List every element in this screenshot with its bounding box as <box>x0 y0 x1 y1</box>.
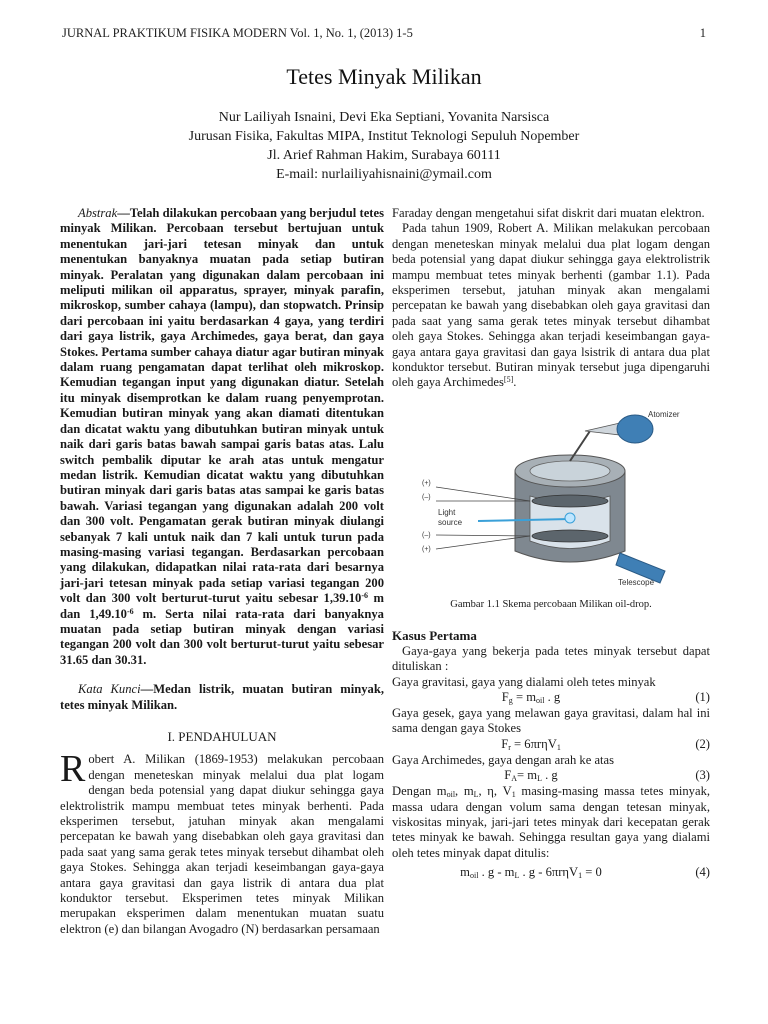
email: E-mail: nurlailiyahisnaini@ymail.com <box>276 167 492 182</box>
case-text-5 <box>392 784 710 861</box>
case-text-3: Gaya gesek, gaya yang melawan gaya gravitasi, dalam hal ini sama dengan gaya Stokes <box>392 705 710 736</box>
figure-milikan-apparatus <box>392 401 710 591</box>
label-light-source-1: Light <box>438 507 456 517</box>
t5-a: Dengan m <box>392 784 447 799</box>
intro-text <box>60 748 384 937</box>
intro-paragraph: obert A. Milikan (1869-1953) melakukan percobaan dengan meneteskan minyak melalui dua plat logam dengan beda potensial yang dapat diukur sehingga gaya elektrolistrik mampu membuat tetes minyak berhenti. Pada eksperimen tersebut, jatuhan minyak akan mengalami percepatan ke bawah yang disebabkan oleh gaya gravitasi dan pada saat yang sama gerak tetes minyak tersebut dihambat oleh gaya Stokes. Sehingga akan terjadi keseimbangan gaya-gaya antara gaya gravitasi dan gaya listrik di antara dua plat konduktor tersebut. Eksperimen tetes minyak Milikan merupakan eksperimen dalam menentukan muatan suatu elektron (e) dan bilangan Avogadro (N) berdasarkan persamaan <box>60 752 384 936</box>
address: Jl. Arief Rahman Hakim, Surabaya 60111 <box>267 148 501 163</box>
eq1-lhs-sub: g <box>508 695 513 705</box>
author-block <box>0 108 768 184</box>
case-text-1: Gaya-gaya yang bekerja pada tetes minyak tersebut dapat dituliskan : <box>392 643 710 674</box>
case-text-4: Gaya Archimedes, gaya dengan arah ke atas <box>392 752 615 767</box>
label-telescope: Telescope <box>618 577 655 587</box>
keywords-label: Kata Kunci <box>78 682 141 697</box>
page-number: 1 <box>699 26 706 40</box>
right-paragraph-1: Faraday dengan mengetahui sifat diskrit dari muatan elektron. <box>392 206 705 220</box>
abstract-text-a: —Telah dilakukan percobaan yang berjudul tetes minyak Milikan. Percobaan tersebut bertujuan untuk menentukan jari-jari tetesan minyak dan untuk menentukan banyaknya muatan pada setiap butiran minyak. Peralatan yang digunakan dalam percobaan ini meliputi milikan oil apparatus, sprayer, minyak parafin, mikroskop, sumber cahaya (lampu), dan stopwatch. Prinsip dari percobaan ini yaitu berdasarkan 4 gaya, yang terdiri dari gaya listrik, gaya Archimedes, gaya berat, dan gaya Stokes. Pertama sumber cahaya diatur agar butiran minyak dalam ruang pengamatan dapat terlihat oleh mikroskop. Kemudian tegangan input yang digunakan diatur. Setelah itu minyak disemprotkan ke dalam ruang penyemprotan. Kemudian butiran minyak yang akan diamati ditentukan dan dicatat waktu yang dibutuhkan butiran minyak untuk naik dari garis batas bawah sampai garis batas atas. Lalu switch pembalik diputar ke arah atas untuk mengatur medan listrik. Kemudian dicatat waktu yang dibutuhkan butiran minyak dari garis batas atas sampai ke garis batas bawah. Variasi tegangan yang digunakan adalah 200 volt dan 300 volt. Pengamatan gerak butiran minyak diulangi sebanyak 7 kali untuk naik dan 7 kali untuk turun pada masing-masing variasi tegangan. Berdasarkan percobaan yang dilakukan, didapatkan nilai rata-rata dari besarnya jari-jari tetesan minyak pada setiap variasi tegangan 200 volt dan 300 volt berturut-turut yaitu sebesar 1,39.10 <box>60 206 384 606</box>
eq2-rhs: = 6πrηV <box>510 736 557 751</box>
left-column <box>60 206 384 937</box>
eq4-a: m <box>460 865 470 880</box>
eq4-c-sub: 1 <box>578 871 583 881</box>
apparatus-illustration <box>420 401 690 587</box>
section-heading-intro: I. PENDAHULUAN <box>167 729 277 744</box>
eq3-lhs: F <box>504 768 512 783</box>
label-minus-top: (–) <box>422 493 431 501</box>
equation-2 <box>392 737 710 753</box>
equation-number-2: (2) <box>695 736 710 751</box>
right-column <box>392 206 710 881</box>
citation-ref: [5] <box>503 375 514 385</box>
eq3-lhs-sub: A <box>511 774 518 784</box>
eq4-b-sub: L <box>514 871 520 881</box>
journal-name: JURNAL PRAKTIKUM FISIKA MODERN Vol. 1, No. 1, (2013) 1-5 <box>62 26 413 40</box>
eq4-b: . g - m <box>478 865 515 880</box>
right-paragraph-2-text: Pada tahun 1909, Robert A. Milikan melakukan percobaan dengan meneteskan minyak melalui dua plat logam dengan beda potensial yang dapat diukur sehingga gaya elektrolistrik mampu membuat tetes minyak berhenti (gambar 1.1). Pada eksperimen tersebut, jatuhan minyak akan mengalami percepatan ke bawah yang disebabkan oleh gaya gravitasi dan pada saat yang sama gerak tetes minyak tersebut dihambat oleh gaya Stokes. Sehingga akan terjadi keseimbangan gaya-gaya antara gaya gravitasi dan gaya lsistrik di antara dua plat konduktor tersebut. Butiran minyak tersebut juga dipengaruhi oleh gaya Archimedes <box>392 221 710 390</box>
eq1-rhs: = m <box>512 689 536 704</box>
equation-number-3: (3) <box>695 768 710 783</box>
eq2-lhs: F <box>501 736 509 751</box>
eq1-lhs: F <box>501 689 509 704</box>
eq2-lhs-sub: r <box>508 742 511 752</box>
label-minus-bottom: (–) <box>422 531 431 539</box>
equation-number-1: (1) <box>695 689 710 704</box>
paper-title: Tetes Minyak Milikan <box>286 64 482 89</box>
t5-sub-2: L <box>473 790 479 800</box>
eq4-c: . g - 6πrηV <box>519 865 579 880</box>
label-plus-bottom: (+) <box>422 545 431 553</box>
abstract <box>60 206 384 668</box>
t5-sub-3: 1 <box>511 790 516 800</box>
equation-3 <box>392 768 710 784</box>
abstract-exp-1: -6 <box>361 591 369 601</box>
eq1-rhs-end: . g <box>544 689 561 704</box>
right-paragraph-2-end: . <box>513 375 517 390</box>
eq1-rhs-sub: oil <box>536 695 545 705</box>
t5-sub-1: oil <box>446 790 456 800</box>
equation-number-4: (4) <box>695 865 710 880</box>
eq2-rhs-sub: 1 <box>556 742 561 752</box>
t5-b: , m <box>455 784 474 799</box>
eq4-d: = 0 <box>582 865 602 880</box>
equation-1 <box>392 690 710 706</box>
author-names: Nur Lailiyah Isnaini, Devi Eka Septiani, Yovanita Narsisca <box>218 110 550 125</box>
eq3-rhs-sub: L <box>537 774 542 784</box>
abstract-exp-2: -6 <box>126 606 134 616</box>
abstract-label: Abstrak <box>78 206 118 220</box>
label-light-source-2: source <box>438 517 463 527</box>
affiliation: Jurusan Fisika, Fakultas MIPA, Institut Teknologi Sepuluh Nopember <box>188 129 580 144</box>
keywords <box>60 682 384 713</box>
subsection-heading: Kasus Pertama <box>392 628 477 644</box>
equation-4 <box>392 865 710 881</box>
case-text-2: Gaya gravitasi, gaya yang dialami oleh tetes minyak <box>392 674 656 689</box>
figure-caption: Gambar 1.1 Skema percobaan Milikan oil-drop. <box>450 598 652 610</box>
running-header <box>62 26 706 42</box>
label-plus-top: (+) <box>422 479 431 487</box>
drop-cap: R <box>60 748 86 791</box>
eq3-rhs: = m <box>517 768 538 783</box>
label-atomizer: Atomizer <box>648 409 680 419</box>
t5-d: masing-masing massa tetes minyak, massa udara dengan volum sama dengan tetesan minyak, viskositas minyak, jari-jari tetes minyak dari kecepatan gerak tetes minyak ke bawah. Sehingga resultan gaya yang dialami oleh tetes minyak dapat ditulis: <box>392 784 711 860</box>
keywords-text: —Medan listrik, muatan butiran minyak, tetes minyak Milikan. <box>60 682 384 712</box>
abstract-text-b: m dan 1,49.10 <box>60 591 385 621</box>
right-paragraph-2 <box>392 221 710 390</box>
t5-c: , η, V <box>478 784 512 799</box>
eq4-a-sub: oil <box>469 871 479 881</box>
abstract-text-c: m. Serta nilai rata-rata dari banyaknya muatan pada setiap butiran minyak dengan variasi tegangan 200 volt dan 300 volt berturut-turut yaitu sebesar 31.65 dan 30.31. <box>60 606 384 667</box>
eq3-rhs-end: . g <box>541 768 558 783</box>
